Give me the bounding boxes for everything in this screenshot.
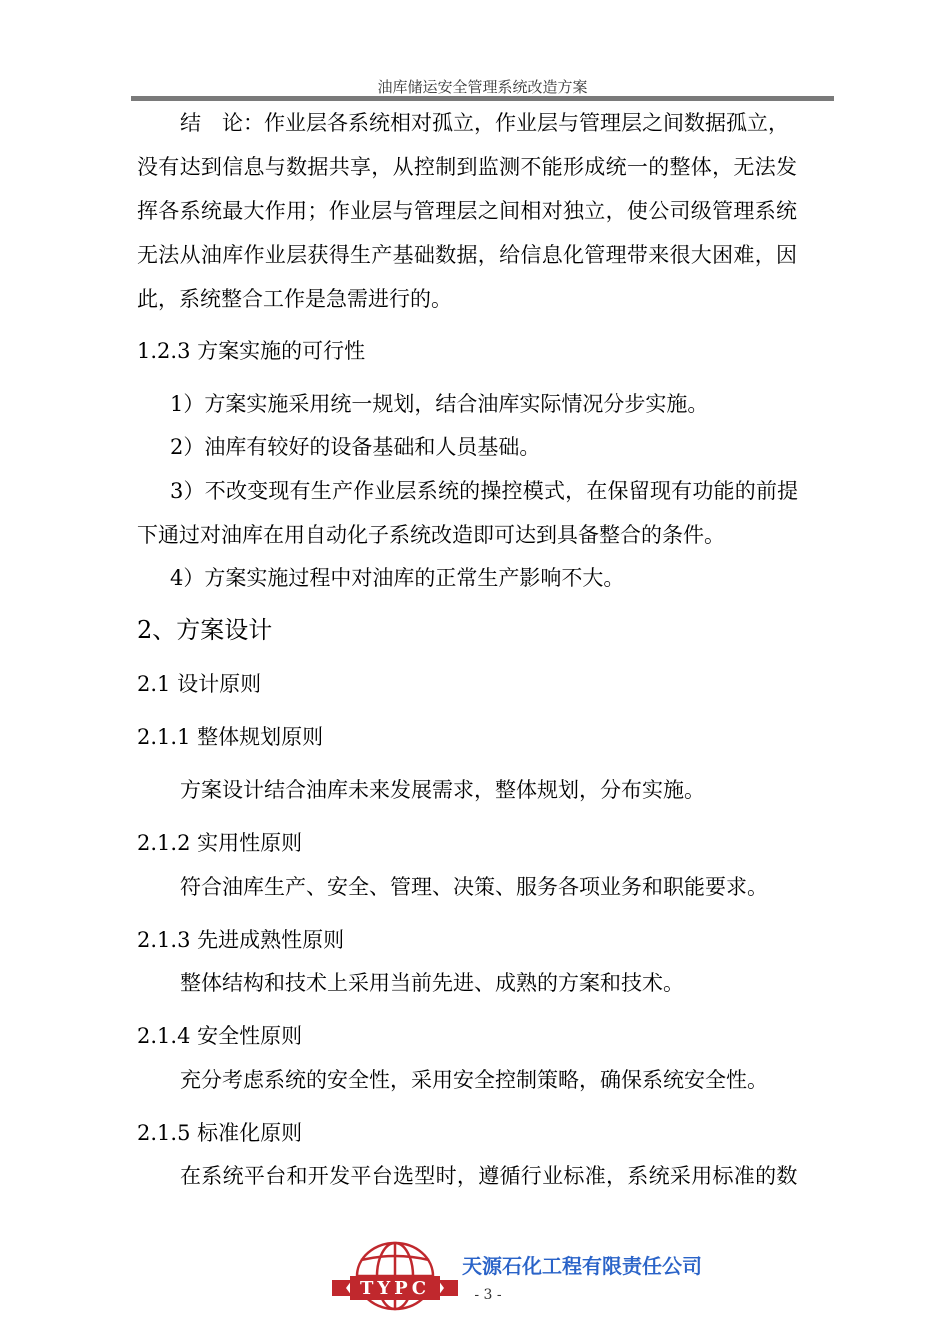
- running-header-title: 油库储运安全管理系统改造方案: [377, 78, 588, 96]
- chapter-heading-2: 2、方案设计: [137, 616, 273, 644]
- section-heading-2-1: 2.1 设计原则: [137, 672, 262, 696]
- feasibility-item-3-cont: 下通过对油库在用自动化子系统改造即可达到具备整合的条件。: [137, 523, 725, 547]
- feasibility-item-4: 4）方案实施过程中对油库的正常生产影响不大。: [170, 566, 625, 590]
- principle-heading-2-1-4: 2.1.4 安全性原则: [137, 1024, 303, 1048]
- conclusion-line-5: 此，系统整合工作是急需进行的。: [137, 287, 452, 311]
- principle-text-2-1-5: 在系统平台和开发平台选型时，遵循行业标准，系统采用标准的数: [180, 1164, 798, 1188]
- principle-heading-2-1-2: 2.1.2 实用性原则: [137, 831, 303, 855]
- principle-text-2-1-3: 整体结构和技术上采用当前先进、成熟的方案和技术。: [180, 971, 684, 995]
- principle-text-2-1-4: 充分考虑系统的安全性，采用安全控制策略，确保系统安全性。: [180, 1068, 768, 1092]
- conclusion-line-4: 无法从油库作业层获得生产基础数据，给信息化管理带来很大困难，因: [137, 243, 798, 267]
- principle-text-2-1-1: 方案设计结合油库未来发展需求，整体规划，分布实施。: [180, 778, 705, 802]
- conclusion-line-1: 结 论：作业层各系统相对孤立，作业层与管理层之间数据孤立，: [180, 111, 789, 135]
- company-logo: [330, 1236, 460, 1322]
- feasibility-item-2: 2）油库有较好的设备基础和人员基础。: [170, 435, 541, 459]
- header-rule: [131, 96, 834, 101]
- conclusion-line-3: 挥各系统最大作用；作业层与管理层之间相对独立，使公司级管理系统: [137, 199, 798, 223]
- section-heading-1-2-3: 1.2.3 方案实施的可行性: [137, 339, 366, 363]
- feasibility-item-1: 1）方案实施采用统一规划，结合油库实际情况分步实施。: [170, 392, 709, 416]
- logo-lettering: TYPC: [359, 1278, 431, 1299]
- principle-text-2-1-2: 符合油库生产、安全、管理、决策、服务各项业务和职能要求。: [180, 875, 768, 899]
- company-name: 天源石化工程有限责任公司: [462, 1254, 702, 1278]
- page-number: - 3 -: [474, 1287, 502, 1303]
- principle-heading-2-1-5: 2.1.5 标准化原则: [137, 1121, 303, 1145]
- conclusion-line-2: 没有达到信息与数据共享，从控制到监测不能形成统一的整体，无法发: [137, 155, 798, 179]
- principle-heading-2-1-3: 2.1.3 先进成熟性原则: [137, 928, 345, 952]
- principle-heading-2-1-1: 2.1.1 整体规划原则: [137, 725, 324, 749]
- feasibility-item-3: 3）不改变现有生产作业层系统的操控模式，在保留现有功能的前提: [170, 479, 799, 503]
